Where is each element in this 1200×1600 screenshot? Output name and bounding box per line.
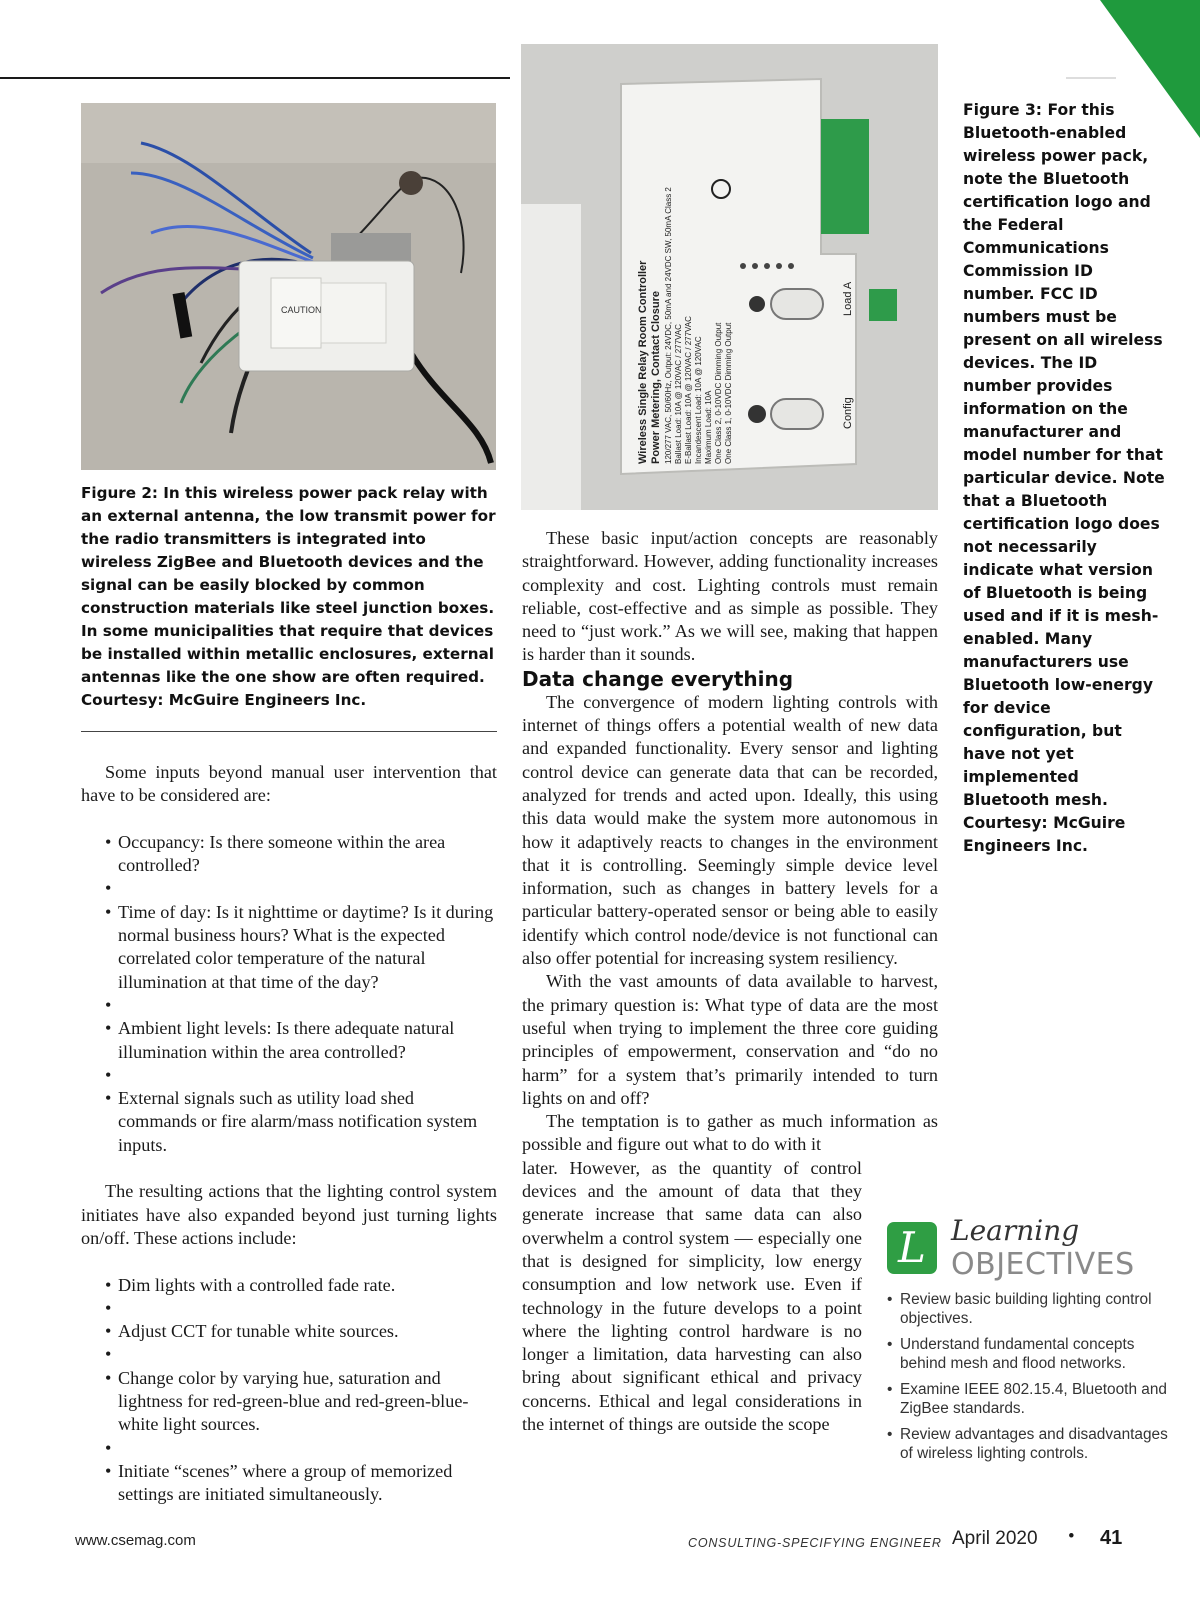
list-item: • Understand fundamental concepts behind mesh and flood networks.: [887, 1335, 1177, 1373]
paragraph: These basic input/action concepts are reasonably straightforward. However, adding functionality increases complexity and cost. Lighting controls must remain reliable, cost-effective and as simple as possible. They need to “just work.” As we will see, making that happen is harder than it sounds.: [522, 528, 938, 665]
device-config-label: Config: [842, 397, 854, 429]
figure-3-caption: Figure 3: For this Bluetooth-enabled wireless power pack, note the Bluetooth certification logo and the Federal Communications Commission ID number. FCC ID numbers must be present on all wireless devices. The ID number provides information on the manufacturer and model number for that particular device. Note that a Bluetooth certification logo does not necessarily indicate what version of Bluetooth is being used and if it is mesh-enabled. Many manufacturers use Bluetooth low-energy for device configuration, but have not yet implemented Bluetooth mesh. Courtesy: McGuire Engineers Inc.: [963, 101, 1165, 855]
list-item: • Initiate “scenes” where a group of memorized settings are initiated simultaneously.: [81, 1460, 497, 1507]
inputs-intro: Some inputs beyond manual user intervention that have to be considered are:: [81, 762, 497, 806]
paragraph: The temptation is to gather as much information as possible and figure out what to do with it: [522, 1111, 938, 1155]
device-load-label: Load A: [842, 281, 854, 316]
device-line-7: Maximum Load: 10A: [704, 390, 713, 464]
list-item: • Time of day: Is it nighttime or daytime? Is it during normal business hours? What is the expected correlated color temperature of the natural illumination at that time of the day?: [81, 901, 497, 994]
list-item: • Dim lights with a controlled fade rate.: [81, 1274, 497, 1297]
footer-publication: CONSULTING-SPECIFYING ENGINEER: [688, 1536, 942, 1550]
device-line-1: Wireless Single Relay Room Controller: [637, 260, 649, 464]
device-caution-label: CAUTION: [281, 305, 322, 315]
header-rule-small: [1066, 77, 1116, 79]
footer-url[interactable]: www.csemag.com: [75, 1532, 196, 1549]
page-number: 41: [1100, 1527, 1123, 1549]
list-item: • Review basic building lighting control objectives.: [887, 1290, 1177, 1328]
device-line-8: One Class 2, 0-10VDC Dimming Output: [714, 322, 723, 464]
list-item: • Change color by varying hue, saturation and lightness for red-green-blue and red-green-blue-white light sources.: [81, 1367, 497, 1437]
paragraph: The convergence of modern lighting controls with internet of things offers a potential wealth of new data and expanded functionality. Every sensor and lighting control device can generate data that can be recorded, analyzed for trends and acted upon. Ideally, this using this data would make the system more autonomous in how it adaptively reacts to changes in the environment that it is controlling. Seemingly simple device level information, such as changes in battery levels for a particular battery-operated sensor or being able to easily identify which control node/device is not functional can also offer potential for increasing system resiliency.: [522, 691, 938, 969]
list-item: • Examine IEEE 802.15.4, Bluetooth and ZigBee standards.: [887, 1380, 1177, 1418]
figure-3-photo: [521, 44, 938, 510]
list-item: • Review advantages and disadvantages of wireless lighting controls.: [887, 1425, 1177, 1463]
device-line-5: E-Ballast Load: 10A @ 120VAC / 277VAC: [684, 316, 693, 464]
paragraph-continued: later. However, as the quantity of control devices and the amount of data that they generate increase that same data can also overwhelm a control system — especially one that is designed for simplicity, low energy consumption and low network use. Even if technology in the future develops to a point where the lighting control hardware is no longer a limitation, data harvesting can also bring about significant ethical and privacy concerns. Ethical and legal considerations in the internet of things are outside the scope: [522, 1157, 862, 1434]
figure-2-caption: Figure 2: In this wireless power pack relay with an external antenna, the low transmit power for the radio transmitters is integrated into wireless ZigBee and Bluetooth devices and the signal can be easily blocked by common construction materials like steel junction boxes. In some municipalities that require that devices be installed within metallic enclosures, external antennas like the one show are often required. Courtesy: McGuire Engineers Inc.: [81, 484, 496, 709]
paragraph: With the vast amounts of data available to harvest, the primary question is: What type of data are the most useful when trying to implement the three core guiding principles of empowerment, conservation and “do no harm” for a system that’s primarily intended to turn lights on and off?: [522, 971, 938, 1108]
caption-divider: [81, 731, 497, 732]
list-item: • Occupancy: Is there someone within the area controlled?: [81, 831, 497, 878]
list-item: • External signals such as utility load shed commands or fire alarm/mass notification system inputs.: [81, 1087, 497, 1157]
inputs-list: [81, 831, 497, 1157]
actions-intro: The resulting actions that the lighting control system initiates have also expanded beyond just turning lights on/off. These actions include:: [81, 1181, 497, 1248]
objectives-list: [887, 1290, 1177, 1470]
device-line-9: One Class 1, 0-10VDC Dimming Output: [724, 322, 733, 464]
device-line-6: Incandescent Load: 10A @ 120VAC: [694, 336, 703, 464]
section-heading: Data change everything: [522, 666, 794, 691]
device-line-2: Power Metering, Contact Closure: [650, 291, 662, 464]
list-item: • Adjust CCT for tunable white sources.: [81, 1320, 497, 1343]
list-item: • Ambient light levels: Is there adequate natural illumination within the area controlled?: [81, 1017, 497, 1064]
device-line-4: Ballast Load: 10A @ 120VAC / 277VAC: [674, 324, 683, 464]
column-1: [81, 761, 497, 1507]
learning-badge-icon: L: [887, 1222, 937, 1274]
header-rule: [0, 77, 510, 79]
learning-title: Learning: [951, 1214, 1080, 1247]
device-line-3: 120/277 VAC, 50/60Hz, Output: 24VDC, 50mA and 24VDC SW, 50mA Class 2: [664, 187, 673, 464]
figure-2-photo: [81, 103, 496, 470]
column-2: [522, 527, 938, 1436]
footer-separator: •: [1068, 1526, 1075, 1547]
objectives-title: OBJECTIVES: [951, 1247, 1135, 1282]
footer-date: April 2020: [952, 1528, 1038, 1549]
actions-list: [81, 1274, 497, 1507]
